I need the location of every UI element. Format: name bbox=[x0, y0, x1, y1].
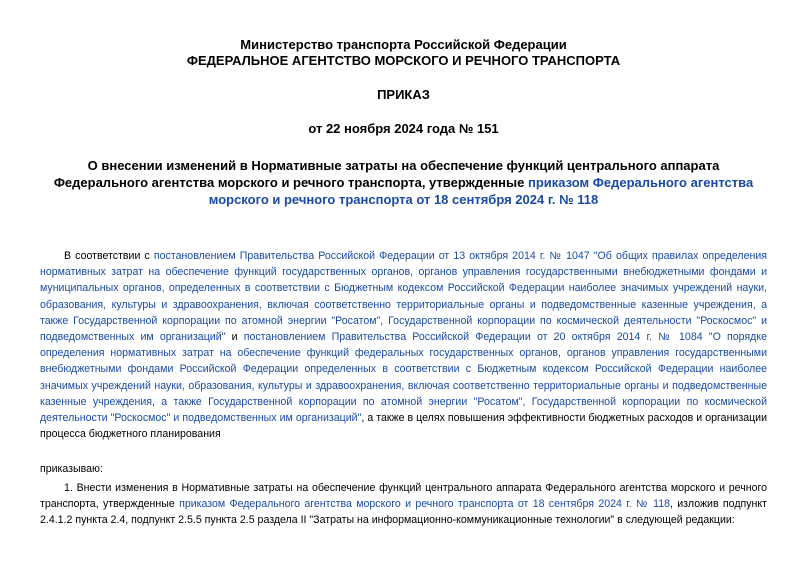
link-resolution-1047[interactable]: постановлением Правительства Российской Федерации от 13 октября 2014 г. № 1047 "Об общих правилах определения нормативных затрат на обеспечение функций государственных органов, органов управления государственными внебюджетными фондами и муниципальных органов, определенных в соответствии с Бюджетным кодексом Российской Федерации наиболее значимых учреждений науки, образования, культуры и здравоохранения, включая соответственно территориальные органы и подведомственные казенные учреждения, а также Государственной корпорации по атомной энергии "Росатом", Государственной корпорации по космической деятельности "Роскосмос" и подведомственных им организаций" bbox=[40, 250, 767, 344]
order-word: приказываю: bbox=[40, 463, 103, 476]
order-item-1 bbox=[40, 480, 767, 529]
item1-text-2: , изложив подпункт 2.4.1.2 пункта 2.4, подпункт 2.5.5 пункта 2.5 раздела II "Затраты на информационно-коммуникационные технологии" в следующей редакции: bbox=[40, 497, 767, 527]
preamble-text-3: , а также в целях повышения эффективности бюджетных расходов и организации процесса бюджетного планирования bbox=[40, 412, 767, 441]
title-text: О внесении изменений в Нормативные затраты на обеспечение функций центрального аппарата Федерального агентства морского и речного транспорта, утвержденные bbox=[53, 158, 720, 190]
link-order-118[interactable]: приказом Федерального агентства морского и речного транспорта от 18 сентября 2024 г. № 118 bbox=[179, 497, 670, 510]
preamble-paragraph bbox=[40, 248, 767, 442]
ministry-name: Министерство транспорта Российской Федерации bbox=[240, 37, 567, 52]
preamble-text-1: В соответствии с bbox=[64, 250, 154, 262]
agency-name: ФЕДЕРАЛЬНОЕ АГЕНТСТВО МОРСКОГО И РЕЧНОГО ТРАНСПОРТА bbox=[186, 53, 621, 68]
preamble-text-2: и bbox=[225, 331, 244, 344]
document-title bbox=[40, 157, 767, 208]
document-header bbox=[40, 0, 767, 137]
document-type: ПРИКАЗ bbox=[377, 87, 430, 102]
item1-text-1: 1. Внести изменения в Нормативные затраты на обеспечение функций центрального аппарата Федерального агентства морского и речного транспорта, утвержденные bbox=[40, 481, 767, 510]
link-resolution-1084[interactable]: постановлением Правительства Российской Федерации от 20 октября 2014 г. № 1084 "О порядке определения нормативных затрат на обеспечение функций федеральных государственных органов, органов управления государственными внебюджетными фондами Российской Федерации определенных в соответствии с Бюджетным кодексом Российской Федерации наиболее значимых учреждений науки, образования, культуры и здравоохранения, включая соответственно территориальные органы и подведомственные казенные учреждения, а также Государственной корпорации по атомной энергии "Росатом", Государственной корпорации по космической деятельности "Роскосмос" и подведомственных им организаций" bbox=[40, 331, 767, 425]
document-date-number: от 22 ноября 2024 года № 151 bbox=[308, 121, 499, 136]
title-link-order-118[interactable]: приказом Федерального агентства морского и речного транспорта от 18 сентября 2024 г. № 118 bbox=[208, 175, 754, 207]
